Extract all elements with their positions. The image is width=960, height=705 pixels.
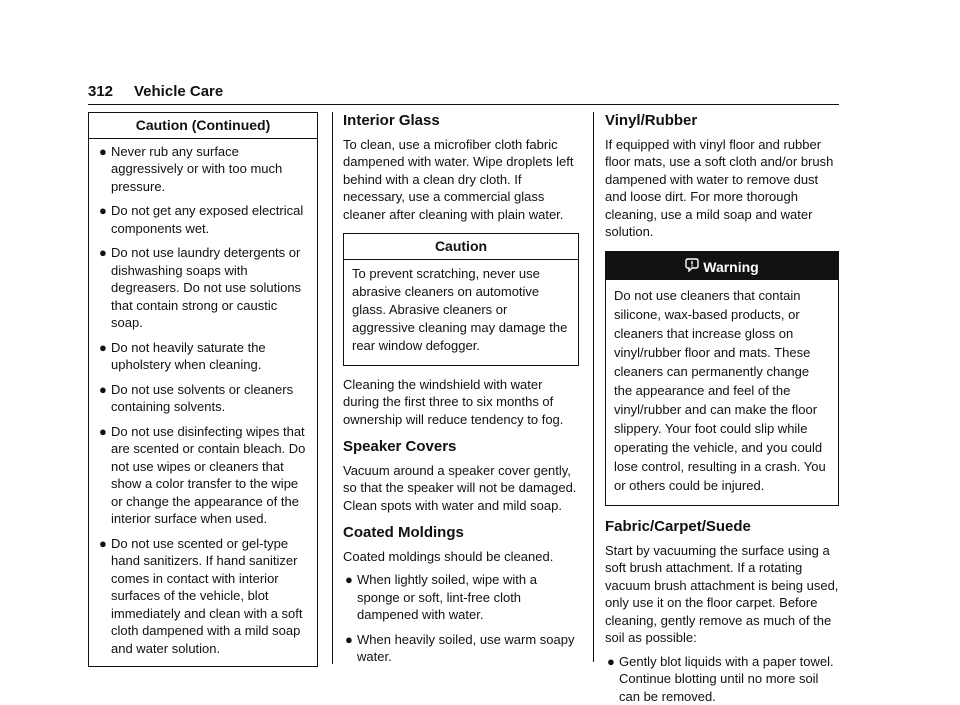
glass-caution-text: To prevent scratching, never use abrasive cleaners on automotive glass. Abrasive cleaners or aggressive cleaning may damage the rear window defogger. (344, 259, 578, 365)
caution-bullet: ● Never rub any surface aggressively or with too much pressure. (97, 143, 309, 196)
column-2 (343, 112, 579, 666)
bullet-icon: ● (99, 423, 107, 441)
column-1 (88, 112, 318, 667)
bullet-icon: ● (607, 653, 615, 671)
caution-bullet: ● Do not use disinfecting wipes that are scented or contain bleach. Do not use wipes or cleaners that show a color transfer to the wipe or change the appearance of the interior surface when used. (97, 423, 309, 528)
warning-text: Do not use cleaners that contain silicone, wax-based products, or cleaners that increase gloss on vinyl/rubber floor and mats. These cleaners can permanently change the appearance and feel of the vinyl/rubber and can make the floor slippery. Your foot could slip while operating the vehicle, and you could lose control, resulting in a crash. You or others could be injured. (606, 280, 838, 505)
bullet-icon: ● (99, 381, 107, 399)
caution-bullet: ● Do not use laundry detergents or dishwashing soaps with degreasers. Do not use solutions that contain strong or caustic soap. (97, 244, 309, 332)
page-header (88, 83, 223, 100)
column-3 (605, 112, 839, 705)
vinyl-rubber-heading: Vinyl/Rubber (605, 112, 839, 130)
warning-triangle-icon (685, 258, 699, 277)
coated-moldings-list (343, 571, 579, 666)
bullet-icon: ● (99, 202, 107, 220)
column-divider-2 (593, 112, 594, 662)
bullet-icon: ● (99, 143, 107, 161)
caution-bullet: ● Do not get any exposed electrical components wet. (97, 202, 309, 237)
caution-bullet: ● Do not use scented or gel-type hand sanitizers. If hand sanitizer comes in contact with interior surfaces of the vehicle, blot immediately and clean with a soft cloth dampened with a mild soap and water solution. (97, 535, 309, 658)
speaker-covers-text: Vacuum around a speaker cover gently, so that the speaker will not be damaged. Clean spots with water and mild soap. (343, 462, 579, 515)
glass-caution-box (343, 233, 579, 366)
bullet-icon: ● (345, 631, 353, 649)
bullet-icon: ● (345, 571, 353, 589)
bullet-icon: ● (99, 535, 107, 553)
caution-bullet-list (97, 143, 309, 658)
page-number: 312 (88, 83, 134, 100)
warning-title-bar (606, 252, 838, 281)
section-title: Vehicle Care (134, 83, 223, 100)
warning-box (605, 251, 839, 507)
list-item: ● When lightly soiled, wipe with a sponge or soft, lint-free cloth dampened with water. (343, 571, 579, 624)
fabric-heading: Fabric/Carpet/Suede (605, 518, 839, 536)
caution-bullet: ● Do not heavily saturate the upholstery when cleaning. (97, 339, 309, 374)
interior-glass-heading: Interior Glass (343, 112, 579, 130)
warning-title: Warning (703, 259, 758, 275)
windshield-text: Cleaning the windshield with water during the first three to six months of ownership will reduce tendency to fog. (343, 376, 579, 429)
caution-continued-box (88, 112, 318, 667)
fabric-list (605, 653, 839, 705)
list-item: ● Gently blot liquids with a paper towel. Continue blotting until no more soil can be removed. (605, 653, 839, 705)
bullet-icon: ● (99, 339, 107, 357)
caution-continued-body (89, 138, 317, 667)
caution-continued-title: Caution (Continued) (89, 113, 317, 138)
fabric-text: Start by vacuuming the surface using a soft brush attachment. If a rotating vacuum brush attachment is being used, only use it on the floor carpet. Before cleaning, gently remove as much of the soil as possible: (605, 542, 839, 647)
header-rule (88, 104, 839, 105)
coated-moldings-text: Coated moldings should be cleaned. (343, 548, 579, 566)
speaker-covers-heading: Speaker Covers (343, 438, 579, 456)
list-item: ● When heavily soiled, use warm soapy water. (343, 631, 579, 666)
coated-moldings-heading: Coated Moldings (343, 524, 579, 542)
bullet-icon: ● (99, 244, 107, 262)
interior-glass-text: To clean, use a microfiber cloth fabric dampened with water. Wipe droplets left behind with a clean dry cloth. If necessary, use a commercial glass cleaner after cleaning with plain water. (343, 136, 579, 224)
caution-bullet: ● Do not use solvents or cleaners containing solvents. (97, 381, 309, 416)
column-divider-1 (332, 112, 333, 664)
glass-caution-title: Caution (344, 234, 578, 259)
vinyl-rubber-text: If equipped with vinyl floor and rubber floor mats, use a soft cloth and/or brush dampened with water to remove dust and loose dirt. For more thorough cleaning, use a mild soap and water solution. (605, 136, 839, 241)
